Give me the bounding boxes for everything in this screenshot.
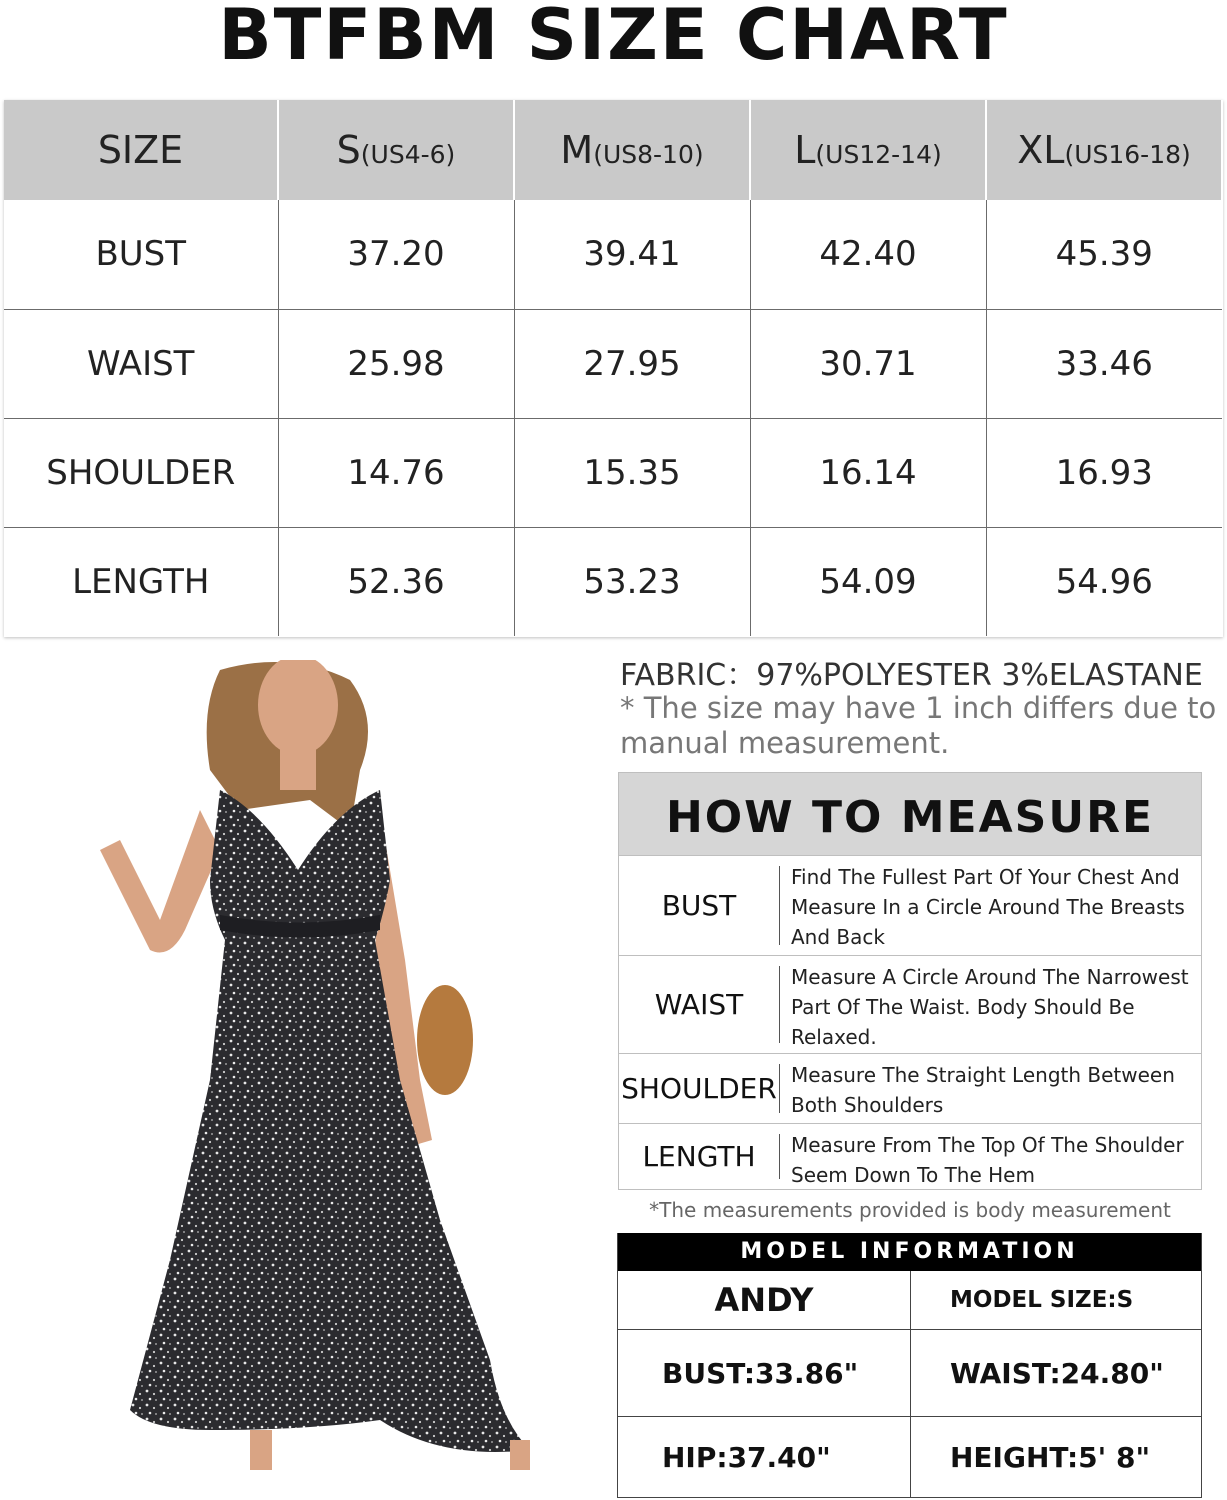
- size-chart-table: [4, 100, 1223, 636]
- size-header-s: S(US4-6): [278, 100, 514, 200]
- table-row: [4, 418, 1222, 527]
- table-cell: 16.93: [986, 418, 1222, 527]
- body-measurement-note: *The measurements provided is body measurement: [649, 1198, 1171, 1222]
- model-name: ANDY: [714, 1281, 814, 1319]
- left-arm: [100, 810, 220, 953]
- table-cell: 39.41: [514, 200, 750, 309]
- size-header-label: SIZE: [4, 100, 278, 200]
- table-cell: 33.46: [986, 309, 1222, 418]
- table-cell: 15.35: [514, 418, 750, 527]
- how-to-measure-panel: [618, 772, 1202, 1190]
- table-cell: 37.20: [278, 200, 514, 309]
- model-dress-photo: [60, 660, 580, 1480]
- table-row: [4, 527, 1222, 636]
- row-label-length: LENGTH: [4, 527, 278, 636]
- measure-row-waist: [619, 955, 1201, 1053]
- table-cell: 45.39: [986, 200, 1222, 309]
- measure-label: WAIST: [654, 988, 744, 1021]
- table-cell: 54.09: [750, 527, 986, 636]
- page-title: BTFBM SIZE CHART: [218, 0, 1009, 76]
- table-cell: 16.14: [750, 418, 986, 527]
- row-label-bust: BUST: [4, 200, 278, 309]
- table-cell: 30.71: [750, 309, 986, 418]
- model-hip: HIP:37.40": [662, 1440, 831, 1474]
- row-label-shoulder: SHOULDER: [4, 418, 278, 527]
- table-cell: 14.76: [278, 418, 514, 527]
- table-cell: 54.96: [1055, 561, 1153, 602]
- measure-desc: Measure From The Top Of The Shoulder Seem Down To The Hem: [791, 1133, 1184, 1187]
- table-cell: 53.23: [514, 527, 750, 636]
- table-cell: 52.36: [278, 527, 514, 636]
- measure-row-bust: [619, 855, 1201, 955]
- size-header-xl: XL(US16-18): [986, 100, 1222, 200]
- model-height: HEIGHT:5' 8": [950, 1440, 1151, 1474]
- measurement-note: * The size may have 1 inch differs due to manual measurement.: [620, 691, 1217, 760]
- fabric-info: FABRIC：97%POLYESTER 3%ELASTANE: [620, 658, 1203, 693]
- row-label-waist: WAIST: [4, 309, 278, 418]
- model-information-title: MODEL INFORMATION: [618, 1233, 1201, 1271]
- table-cell: 25.98: [278, 309, 514, 418]
- straw-bag: [417, 985, 473, 1095]
- measure-row-shoulder: [619, 1053, 1201, 1123]
- measure-desc: Find The Fullest Part Of Your Chest And Measure In a Circle Around The Breasts And Back: [791, 865, 1185, 949]
- measure-row-length: [619, 1123, 1201, 1189]
- measure-label: BUST: [661, 889, 737, 922]
- model-waist: WAIST:24.80": [950, 1356, 1164, 1390]
- table-row: [4, 200, 1222, 309]
- how-to-measure-title: HOW TO MEASURE: [619, 773, 1201, 855]
- size-header-m: M(US8-10): [514, 100, 750, 200]
- measure-desc: Measure The Straight Length Between Both Shoulders: [791, 1063, 1175, 1117]
- table-cell: 42.40: [750, 200, 986, 309]
- table-row: [4, 309, 1222, 418]
- measure-label: LENGTH: [642, 1140, 756, 1173]
- measure-desc: Measure A Circle Around The Narrowest Part Of The Waist. Body Should Be Relaxed.: [791, 965, 1189, 1049]
- table-cell: 27.95: [514, 309, 750, 418]
- model-size: MODEL SIZE:S: [950, 1287, 1134, 1313]
- size-header-row: [4, 100, 1222, 200]
- model-bust: BUST:33.86": [662, 1356, 859, 1390]
- measure-label: SHOULDER: [621, 1072, 777, 1105]
- size-header-l: L(US12-14): [750, 100, 986, 200]
- model-information-panel: [617, 1233, 1202, 1498]
